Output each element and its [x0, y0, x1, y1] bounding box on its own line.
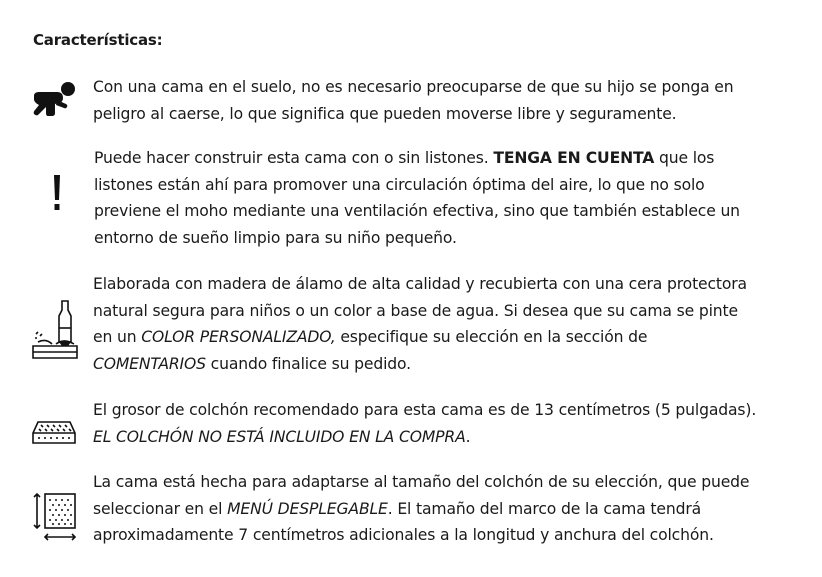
text-segment: que los	[654, 149, 715, 167]
text-segment: seleccionar en el	[93, 499, 228, 518]
text-segment: Puede hacer construir esta cama con o sin listones.	[94, 149, 494, 167]
wood-coating-icon	[30, 298, 80, 366]
mattress-icon	[31, 419, 77, 451]
feature-text	[93, 74, 733, 127]
text-segment: natural segura para niños o un color a base de agua. Si desea que su cama se pinte	[93, 301, 738, 320]
text-line	[94, 145, 740, 172]
text-line	[94, 198, 740, 225]
text-segment: . El tamaño del marco de la cama tendrá	[387, 499, 701, 518]
text-segment: peligro al caerse, lo que significa que pueden moverse libre y seguramente.	[93, 104, 677, 123]
italic-text: COMENTARIOS	[93, 354, 206, 373]
feature-slats	[0, 145, 822, 255]
text-line	[93, 424, 756, 451]
text-segment: cuando finalice su pedido.	[205, 354, 411, 373]
feature-material	[0, 271, 822, 381]
page-title: Características:	[33, 31, 163, 49]
text-segment: Elaborada con madera de álamo de alta calidad y recubierta con una cera protectora	[93, 275, 747, 293]
text-line	[93, 298, 747, 325]
text-segment: especifique su elección en la sección de	[335, 328, 648, 346]
crawling-baby-icon	[30, 78, 80, 122]
mattress-size-icon	[33, 492, 77, 546]
text-segment: en un	[93, 328, 142, 346]
bold-text: TENGA EN CUENTA	[493, 149, 655, 167]
feature-mattress-thickness	[0, 397, 822, 457]
text-line	[93, 351, 747, 378]
text-line	[94, 225, 740, 252]
text-line	[93, 74, 733, 101]
feature-floor-bed	[0, 74, 822, 134]
text-line	[93, 324, 747, 351]
text-segment: previene el moho mediante una ventilación efectiva, sino que también establece un	[94, 202, 740, 220]
text-line	[93, 397, 756, 424]
text-line	[93, 522, 749, 549]
text-segment: Con una cama en el suelo, no es necesario preocuparse de que su hijo se ponga en	[93, 78, 734, 96]
text-line	[93, 271, 747, 298]
feature-text	[93, 469, 749, 549]
text-line	[93, 101, 733, 128]
exclamation-icon	[50, 174, 64, 218]
feature-text	[93, 271, 747, 377]
italic-text: COLOR PERSONALIZADO,	[141, 328, 336, 346]
italic-text: EL COLCHÓN NO ESTÁ INCLUIDO EN LA COMPRA	[93, 427, 466, 446]
feature-mattress-size	[0, 469, 822, 554]
text-segment: aproximadamente 7 centímetros adicionales a la longitud y anchura del colchón.	[93, 526, 714, 544]
text-segment: .	[465, 427, 471, 446]
text-segment: listones están ahí para promover una circulación óptima del aire, lo que no solo	[94, 175, 705, 194]
text-line	[94, 172, 740, 199]
italic-text: MENÚ DESPLEGABLE	[227, 499, 388, 518]
feature-text	[94, 145, 740, 251]
text-segment: El grosor de colchón recomendado para esta cama es de 13 centímetros (5 pulgadas).	[93, 401, 757, 419]
text-line	[93, 469, 749, 496]
text-line	[93, 496, 749, 523]
feature-text	[93, 397, 756, 450]
text-segment: entorno de sueño limpio para su niño pequeño.	[94, 228, 457, 247]
text-segment: La cama está hecha para adaptarse al tamaño del colchón de su elección, que puede	[93, 473, 750, 491]
